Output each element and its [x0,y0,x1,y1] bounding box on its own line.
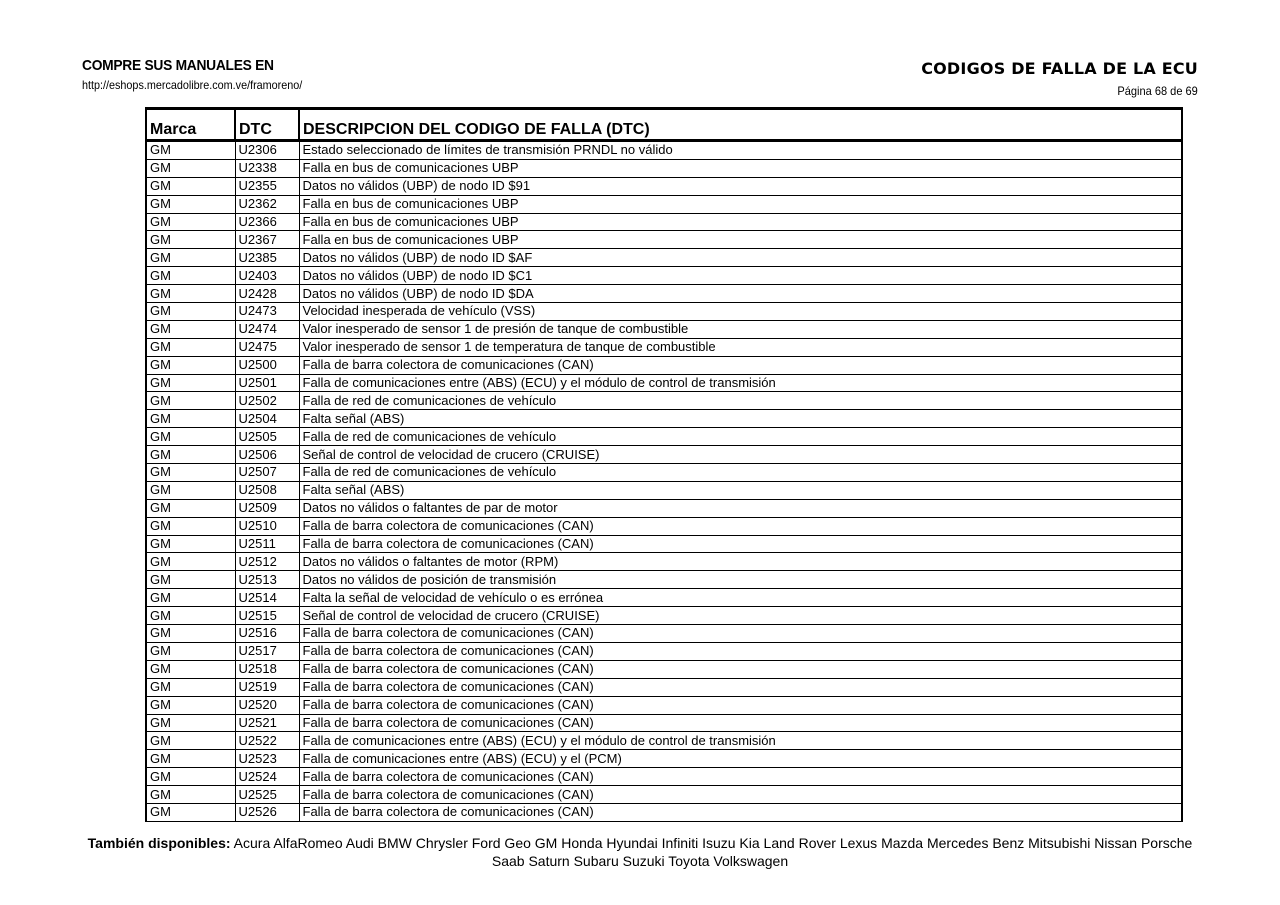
footer [82,834,1198,870]
table-row [146,374,1182,392]
cell-dtc: U2500 [235,356,299,374]
table-row [146,195,1182,213]
cell-marca: GM [146,338,235,356]
cell-dtc: U2366 [235,213,299,231]
cell-descripcion: Estado seleccionado de límites de transmisión PRNDL no válido [299,141,1182,160]
cell-descripcion: Velocidad inesperada de vehículo (VSS) [299,303,1182,321]
cell-dtc: U2513 [235,571,299,589]
cell-descripcion: Falla de red de comunicaciones de vehículo [299,392,1182,410]
dtc-table [145,107,1183,822]
cell-dtc: U2355 [235,177,299,195]
cell-dtc: U2306 [235,141,299,160]
cell-marca: GM [146,320,235,338]
cell-descripcion: Datos no válidos (UBP) de nodo ID $DA [299,285,1182,303]
cell-dtc: U2517 [235,642,299,660]
cell-descripcion: Señal de control de velocidad de crucero (CRUISE) [299,446,1182,464]
cell-descripcion: Falla de red de comunicaciones de vehículo [299,428,1182,446]
promo-title: COMPRE SUS MANUALES EN [82,57,274,74]
table-row [146,660,1182,678]
cell-dtc: U2501 [235,374,299,392]
cell-marca: GM [146,428,235,446]
cell-dtc: U2506 [235,446,299,464]
cell-descripcion: Falla de barra colectora de comunicaciones (CAN) [299,696,1182,714]
table-row [146,553,1182,571]
table-row [146,267,1182,285]
table-row [146,803,1182,821]
cell-marca: GM [146,267,235,285]
cell-dtc: U2515 [235,607,299,625]
cell-descripcion: Falla de barra colectora de comunicaciones (CAN) [299,356,1182,374]
table-row [146,535,1182,553]
cell-descripcion: Falla en bus de comunicaciones UBP [299,231,1182,249]
table-row [146,625,1182,643]
column-header-dtc: DTC [235,109,299,141]
table-row [146,446,1182,464]
cell-descripcion: Falla de comunicaciones entre (ABS) (ECU) y el (PCM) [299,750,1182,768]
column-header-descripcion: DESCRIPCION DEL CODIGO DE FALLA (DTC) [299,109,1182,141]
cell-marca: GM [146,642,235,660]
cell-marca: GM [146,159,235,177]
cell-dtc: U2523 [235,750,299,768]
cell-marca: GM [146,446,235,464]
cell-descripcion: Falla de barra colectora de comunicaciones (CAN) [299,678,1182,696]
cell-dtc: U2362 [235,195,299,213]
promo-url: http://eshops.mercadolibre.com.ve/framoreno/ [82,78,303,92]
table-row [146,392,1182,410]
table-row [146,159,1182,177]
cell-dtc: U2511 [235,535,299,553]
cell-descripcion: Falla de barra colectora de comunicaciones (CAN) [299,803,1182,821]
cell-marca: GM [146,481,235,499]
table-body [146,141,1182,822]
table-row [146,499,1182,517]
cell-dtc: U2520 [235,696,299,714]
cell-descripcion: Falta señal (ABS) [299,481,1182,499]
table-header-row [146,109,1182,141]
table-row [146,714,1182,732]
table-row [146,481,1182,499]
cell-dtc: U2525 [235,786,299,804]
cell-dtc: U2521 [235,714,299,732]
cell-marca: GM [146,356,235,374]
cell-marca: GM [146,535,235,553]
table-row [146,642,1182,660]
cell-marca: GM [146,231,235,249]
footer-label: También disponibles: [87,835,231,851]
cell-descripcion: Falla de barra colectora de comunicaciones (CAN) [299,786,1182,804]
header-left [82,57,327,92]
cell-marca: GM [146,714,235,732]
cell-marca: GM [146,732,235,750]
cell-marca: GM [146,768,235,786]
document-title: CODIGOS DE FALLA DE LA ECU [921,59,1198,78]
table-row [146,356,1182,374]
cell-marca: GM [146,678,235,696]
cell-descripcion: Falla de barra colectora de comunicaciones (CAN) [299,535,1182,553]
cell-descripcion: Datos no válidos (UBP) de nodo ID $C1 [299,267,1182,285]
cell-dtc: U2505 [235,428,299,446]
cell-marca: GM [146,607,235,625]
table-row [146,177,1182,195]
table-row [146,517,1182,535]
cell-marca: GM [146,392,235,410]
cell-marca: GM [146,803,235,821]
cell-dtc: U2509 [235,499,299,517]
cell-marca: GM [146,141,235,160]
cell-descripcion: Falla de barra colectora de comunicaciones (CAN) [299,768,1182,786]
table-row [146,678,1182,696]
cell-descripcion: Falta la señal de velocidad de vehículo o es errónea [299,589,1182,607]
cell-descripcion: Falla en bus de comunicaciones UBP [299,195,1182,213]
table-row [146,732,1182,750]
cell-dtc: U2367 [235,231,299,249]
cell-dtc: U2514 [235,589,299,607]
cell-marca: GM [146,786,235,804]
table-row [146,768,1182,786]
table-row [146,786,1182,804]
cell-descripcion: Falla de barra colectora de comunicaciones (CAN) [299,714,1182,732]
table-row [146,750,1182,768]
cell-marca: GM [146,410,235,428]
cell-marca: GM [146,213,235,231]
cell-dtc: U2516 [235,625,299,643]
cell-descripcion: Falla de comunicaciones entre (ABS) (ECU) y el módulo de control de transmisión [299,732,1182,750]
cell-dtc: U2475 [235,338,299,356]
cell-marca: GM [146,660,235,678]
cell-dtc: U2385 [235,249,299,267]
cell-descripcion: Falla de barra colectora de comunicaciones (CAN) [299,625,1182,643]
cell-descripcion: Falta señal (ABS) [299,410,1182,428]
cell-marca: GM [146,249,235,267]
cell-descripcion: Falla en bus de comunicaciones UBP [299,213,1182,231]
cell-marca: GM [146,589,235,607]
cell-dtc: U2338 [235,159,299,177]
cell-marca: GM [146,571,235,589]
cell-dtc: U2508 [235,481,299,499]
cell-dtc: U2522 [235,732,299,750]
table-row [146,338,1182,356]
cell-marca: GM [146,464,235,482]
cell-descripcion: Falla de barra colectora de comunicaciones (CAN) [299,517,1182,535]
cell-dtc: U2510 [235,517,299,535]
cell-descripcion: Valor inesperado de sensor 1 de temperatura de tanque de combustible [299,338,1182,356]
cell-dtc: U2512 [235,553,299,571]
cell-marca: GM [146,374,235,392]
footer-brands: Acura AlfaRomeo Audi BMW Chrysler Ford Geo GM Honda Hyundai Infiniti Isuzu Kia Land Rover Lexus Mazda Mercedes Benz Mitsubishi Nissan Porsche Saab Saturn Subaru Suzuki Toyota Volkswagen [233,835,1193,869]
table-row [146,607,1182,625]
cell-descripcion: Datos no válidos o faltantes de par de motor [299,499,1182,517]
cell-marca: GM [146,553,235,571]
cell-dtc: U2504 [235,410,299,428]
table-row [146,464,1182,482]
cell-dtc: U2519 [235,678,299,696]
cell-dtc: U2524 [235,768,299,786]
cell-descripcion: Falla de red de comunicaciones de vehículo [299,464,1182,482]
cell-dtc: U2518 [235,660,299,678]
table-row [146,141,1182,160]
cell-dtc: U2403 [235,267,299,285]
table-row [146,285,1182,303]
cell-marca: GM [146,285,235,303]
table-row [146,428,1182,446]
cell-marca: GM [146,177,235,195]
table-row [146,213,1182,231]
cell-marca: GM [146,499,235,517]
table-row [146,571,1182,589]
cell-descripcion: Señal de control de velocidad de crucero (CRUISE) [299,607,1182,625]
cell-marca: GM [146,625,235,643]
cell-descripcion: Datos no válidos de posición de transmisión [299,571,1182,589]
table-row [146,249,1182,267]
cell-descripcion: Datos no válidos o faltantes de motor (RPM) [299,553,1182,571]
table-row [146,303,1182,321]
cell-marca: GM [146,303,235,321]
cell-dtc: U2502 [235,392,299,410]
table-row [146,231,1182,249]
table-row [146,320,1182,338]
cell-marca: GM [146,517,235,535]
cell-marca: GM [146,195,235,213]
cell-descripcion: Datos no válidos (UBP) de nodo ID $AF [299,249,1182,267]
cell-dtc: U2526 [235,803,299,821]
table-row [146,410,1182,428]
cell-descripcion: Falla de barra colectora de comunicaciones (CAN) [299,642,1182,660]
cell-dtc: U2428 [235,285,299,303]
cell-descripcion: Valor inesperado de sensor 1 de presión de tanque de combustible [299,320,1182,338]
cell-dtc: U2474 [235,320,299,338]
cell-dtc: U2507 [235,464,299,482]
header-right [921,59,1198,98]
column-header-marca: Marca [146,109,235,141]
table-row [146,696,1182,714]
cell-descripcion: Falla en bus de comunicaciones UBP [299,159,1182,177]
cell-dtc: U2473 [235,303,299,321]
page-number: Página 68 de 69 [1117,84,1198,98]
cell-descripcion: Datos no válidos (UBP) de nodo ID $91 [299,177,1182,195]
cell-marca: GM [146,696,235,714]
cell-descripcion: Falla de barra colectora de comunicaciones (CAN) [299,660,1182,678]
cell-marca: GM [146,750,235,768]
table-row [146,589,1182,607]
cell-descripcion: Falla de comunicaciones entre (ABS) (ECU) y el módulo de control de transmisión [299,374,1182,392]
